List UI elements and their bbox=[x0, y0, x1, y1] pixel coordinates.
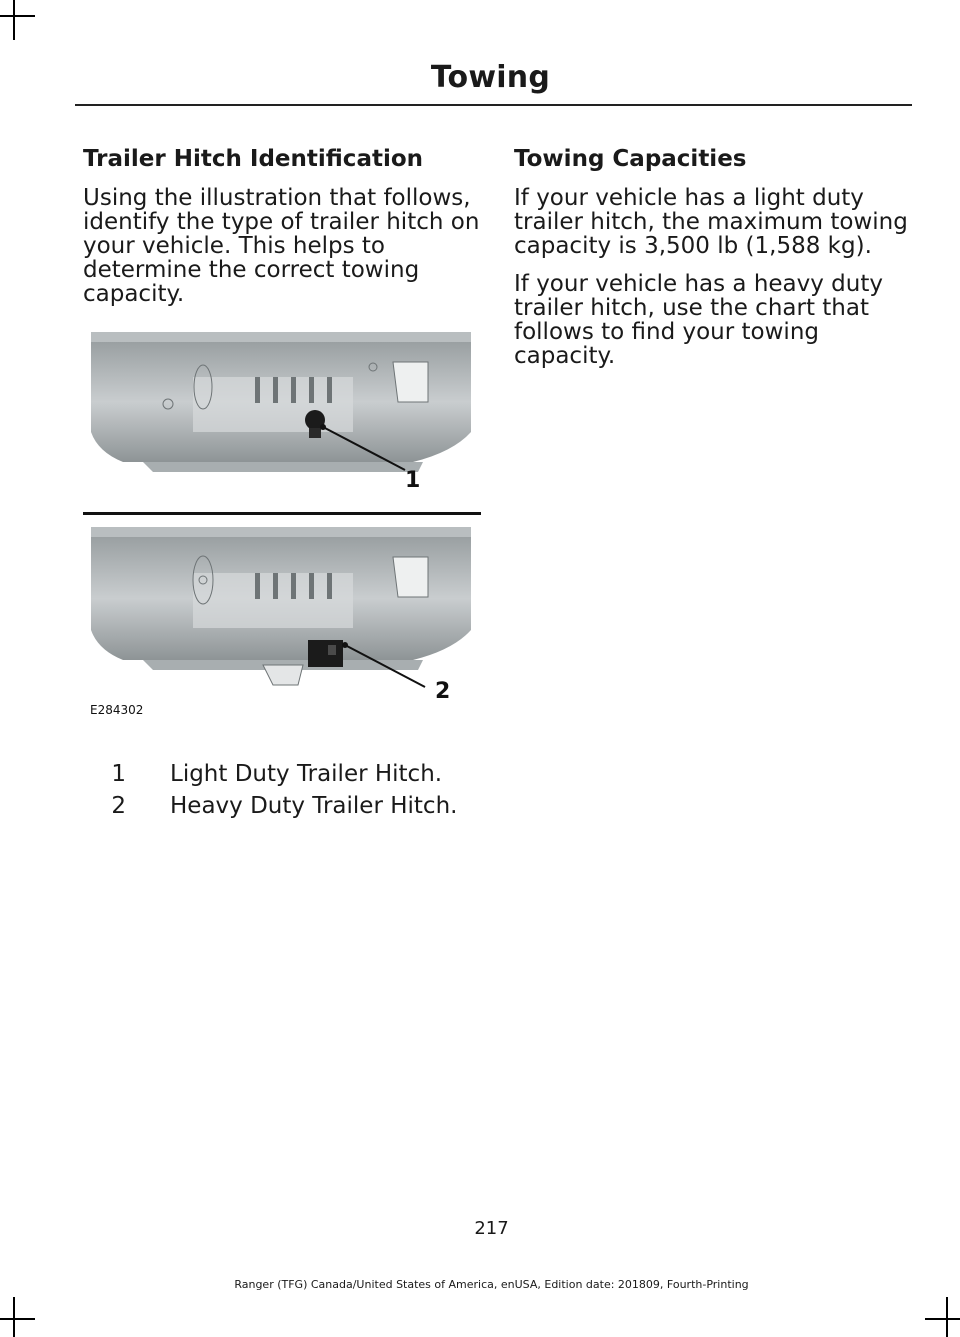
figure-id: E284302 bbox=[90, 703, 144, 717]
light-duty-hitch-drawing bbox=[83, 322, 481, 512]
section-heading-towing-capacities: Towing Capacities bbox=[514, 146, 747, 172]
page-number: 217 bbox=[474, 1218, 509, 1239]
section-heading-hitch-identification: Trailer Hitch Identification bbox=[83, 146, 424, 172]
callout-1: 1 bbox=[405, 468, 421, 493]
hitch-legend bbox=[108, 758, 488, 822]
left-column bbox=[83, 140, 483, 320]
crop-mark bbox=[0, 15, 35, 17]
crop-mark bbox=[946, 1297, 948, 1337]
heavy-duty-capacity-text: If your vehicle has a heavy duty trailer hitch, use the chart that follows to find your towing capacity. bbox=[514, 271, 883, 369]
header-rule bbox=[75, 104, 912, 106]
footer-edition-info: Ranger (TFG) Canada/United States of America, enUSA, Edition date: 201809, Fourth-Printing bbox=[234, 1278, 749, 1291]
legend-text: Light Duty Trailer Hitch. bbox=[170, 761, 443, 787]
hitch-identification-text: Using the illustration that follows, identify the type of trailer hitch on your vehicle. This helps to determine the correct towing capacity. bbox=[83, 185, 480, 307]
light-duty-capacity-text: If your vehicle has a light duty trailer hitch, the maximum towing capacity is 3,500 lb (1,588 kg). bbox=[514, 185, 908, 259]
right-column bbox=[514, 140, 914, 382]
legend-text: Heavy Duty Trailer Hitch. bbox=[170, 793, 458, 819]
light-duty-hitch-panel bbox=[83, 322, 481, 512]
heavy-duty-hitch-panel bbox=[83, 515, 481, 715]
crop-mark bbox=[0, 1318, 35, 1320]
legend-item bbox=[108, 758, 488, 790]
legend-number: 2 bbox=[111, 793, 126, 819]
page-title: Towing bbox=[430, 60, 550, 95]
trailer-hitch-illustration bbox=[83, 322, 481, 715]
crop-mark bbox=[13, 0, 15, 40]
callout-2: 2 bbox=[435, 679, 451, 704]
crop-mark bbox=[13, 1297, 15, 1337]
legend-item bbox=[108, 790, 488, 822]
legend-number: 1 bbox=[111, 761, 126, 787]
heavy-duty-hitch-drawing bbox=[83, 515, 481, 715]
crop-mark bbox=[925, 1318, 960, 1320]
